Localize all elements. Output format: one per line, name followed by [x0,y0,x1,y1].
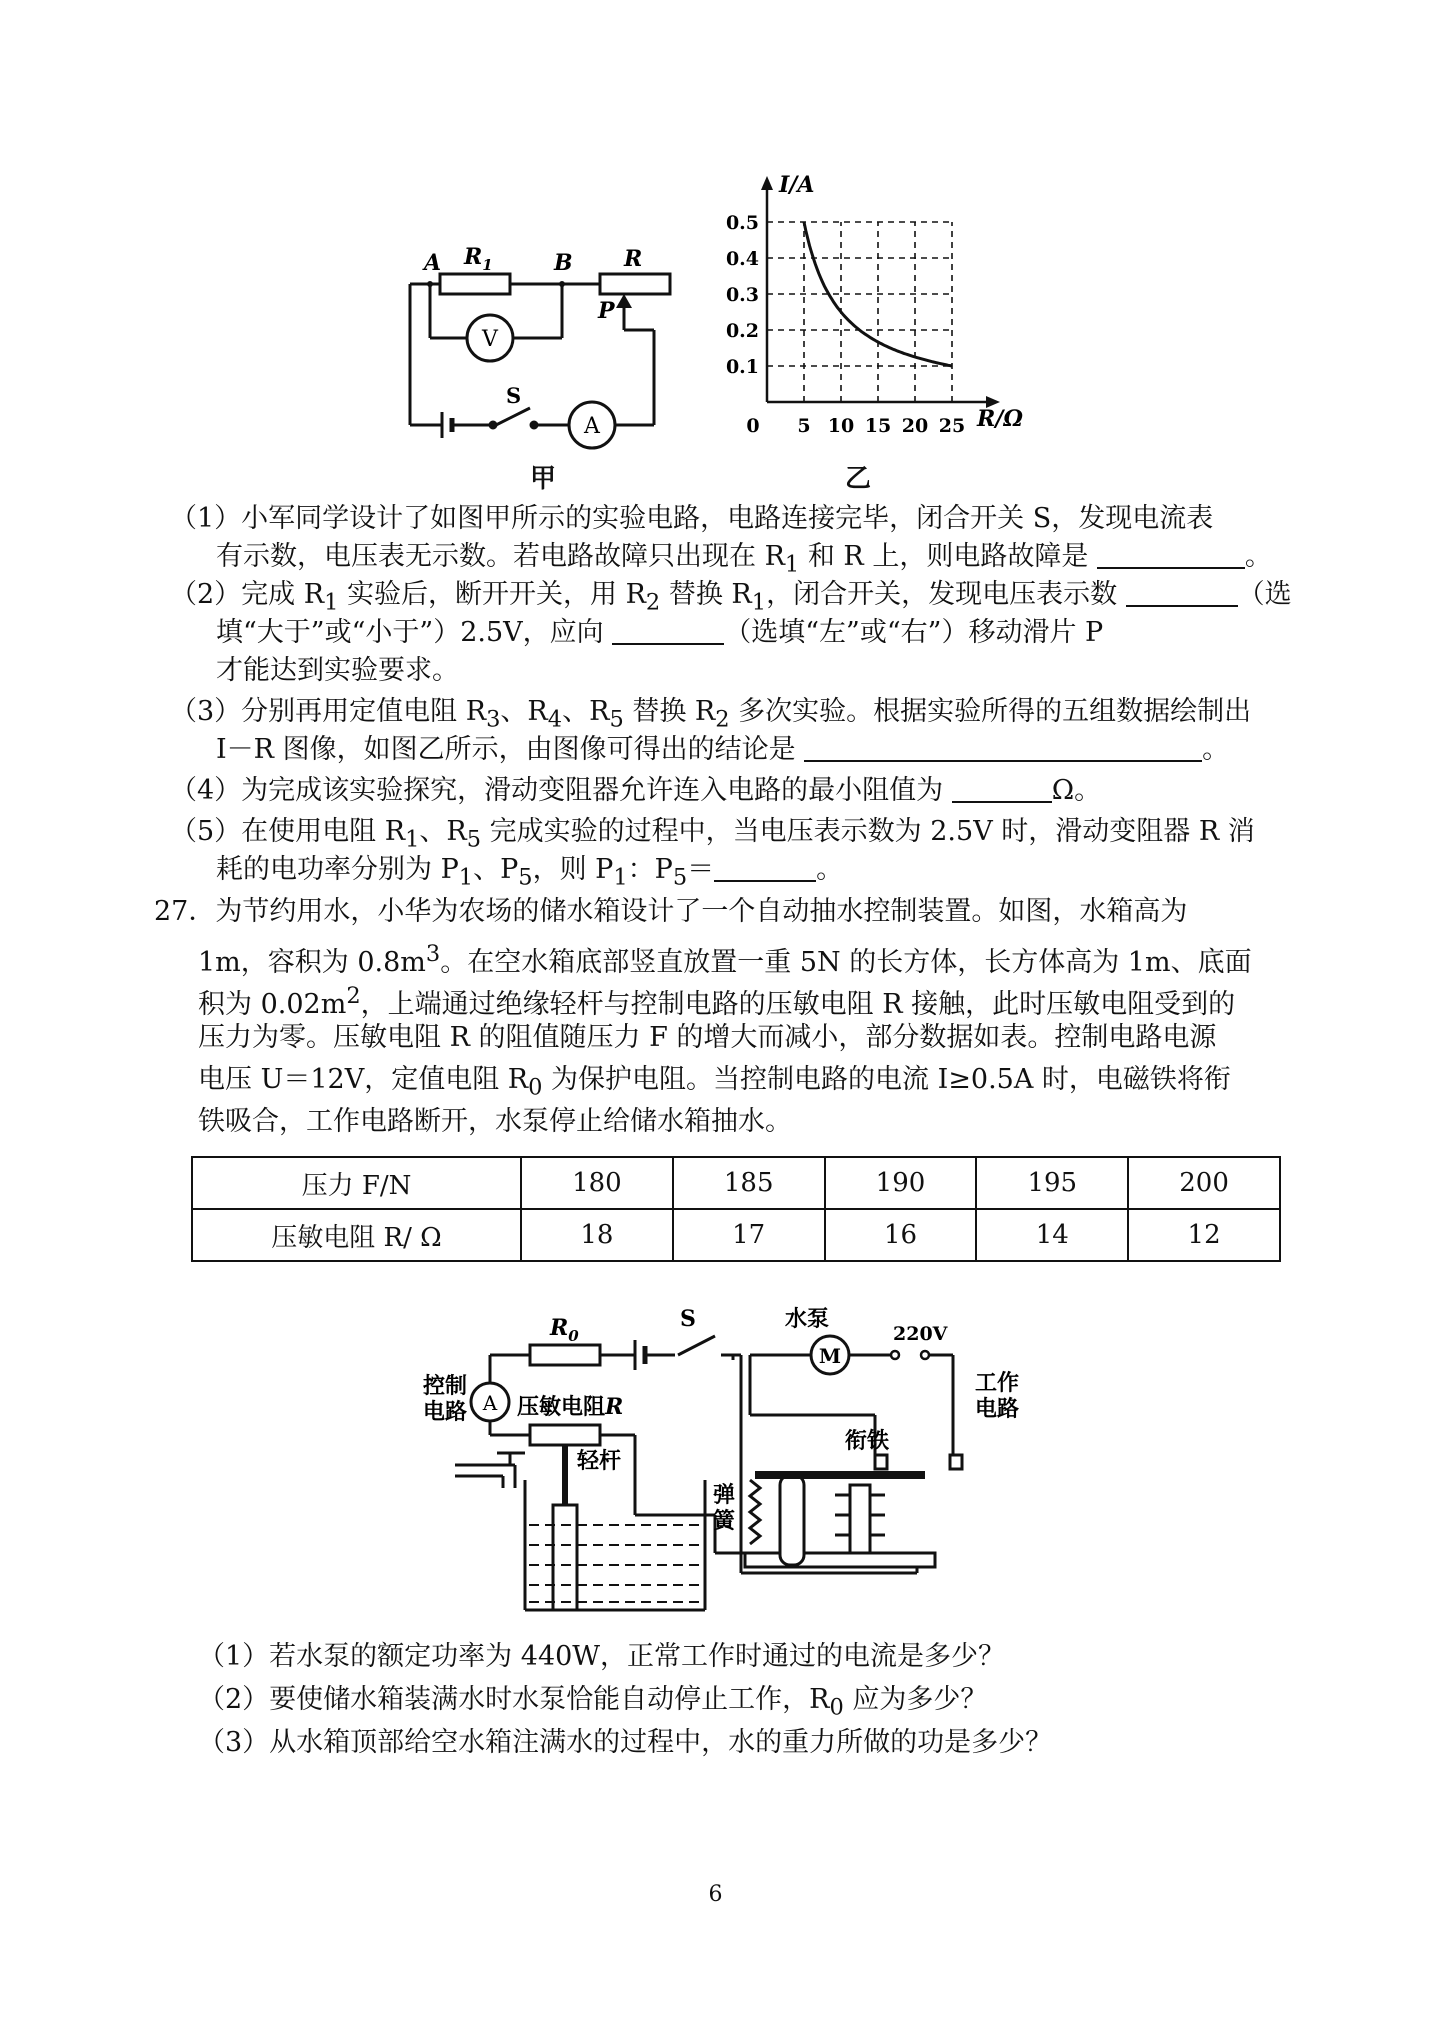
y-tick-label: 0.1 [725,356,759,378]
caption-yi: 乙 [845,464,872,494]
table-cell: 180 [521,1157,673,1209]
x-tick-label: 10 [827,415,855,437]
y-tick-label: 0.3 [725,284,759,306]
table-cell: 12 [1128,1209,1280,1261]
q26-line-2: 有示数，电压表无示数。若电路故障只出现在 $R_1$ 和 R 上，则电路故障是 。 [216,541,1272,578]
table-row [192,1209,1280,1261]
label-spring: 弹簧 [713,1483,736,1534]
label-P: P [598,298,615,324]
table-row [192,1157,1280,1209]
y-axis-arrow [761,176,773,190]
table-header-resistance: 压敏电阻 R/ Ω [192,1209,521,1261]
q26-line-9: （5）在使用电阻 $R_1$、$R_5$ 完成实验的过程中，当电压表示数为 2.5V 时，滑动变阻器 R 消 [170,816,1255,853]
table-cell: 190 [825,1157,977,1209]
x-tick-label: 0 [746,415,760,437]
q26-line-3: （2）完成 $R_1$ 实验后，断开开关，用 $R_2$ 替换 $R_1$，闭合开关，发现电压表示数 （选 [170,579,1292,616]
q27-line-5: 电压 U＝12V，定值电阻 $R_0$ 为保护电阻。当控制电路的电流 I≥0.5A 时，电磁铁将衔 [198,1064,1231,1101]
x-tick-label: 5 [797,415,811,437]
caption-jia: 甲 [530,464,557,494]
ammeter-symbol: A [584,414,600,439]
i-r-graph [715,170,1045,480]
label-pump: 水泵 [785,1307,830,1332]
label-A: A [424,250,442,276]
page-number: 6 [708,1882,723,1907]
table-cell: 18 [521,1209,673,1261]
label-control-circuit: 控制电路 [423,1374,468,1425]
q26-line-1: （1）小军同学设计了如图甲所示的实验电路，电路连接完毕，闭合开关 S，发现电流表 [170,503,1214,534]
q26-line-10: 耗的电功率分别为 $P_1$、$P_5$，则 $P_1$：$P_5=$ 。 [216,854,844,891]
q27-line-4: 压力为零。压敏电阻 R 的阻值随压力 F 的增大而减小，部分数据如表。控制电路电源 [198,1022,1217,1053]
q27-sub-3: （3）从水箱顶部给空水箱注满水的过程中，水的重力所做的功是多少？ [198,1727,1053,1758]
auto-pump-control-diagram [405,1290,1085,1630]
x-axis-label: R/Ω [977,406,1023,432]
circuit-diagram-jia [390,240,690,490]
x-tick-label: 15 [864,415,892,437]
q27-line-2: 1m，容积为 $0.8m^3$。在空水箱底部竖直放置一重 5N 的长方体，长方体高为 1m、底面 [198,941,1252,978]
q27-line-1: 27．为节约用水，小华为农场的储水箱设计了一个自动抽水控制装置。如图，水箱高为 [154,896,1188,927]
q26-line-8: （4）为完成该实验探究，滑动变阻器允许连入电路的最小阻值为 Ω。 [170,775,1102,806]
label-S: S [506,383,522,408]
label-B: B [554,250,573,276]
pressure-resistance-table [191,1156,1281,1262]
q27-sub-2: （2）要使储水箱装满水时水泵恰能自动停止工作，$R_0$ 应为多少？ [198,1684,988,1721]
table-cell: 185 [673,1157,825,1209]
table-cell: 195 [976,1157,1128,1209]
table-cell: 17 [673,1209,825,1261]
x-tick-label: 20 [901,415,929,437]
x-tick-label: 25 [938,415,966,437]
table-cell: 200 [1128,1157,1280,1209]
y-tick-label: 0.5 [725,212,759,234]
table-cell: 16 [825,1209,977,1261]
q27-line-6: 铁吸合，工作电路断开，水泵停止给储水箱抽水。 [198,1106,792,1137]
q27-sub-1: （1）若水泵的额定功率为 440W，正常工作时通过的电流是多少？ [198,1641,1006,1672]
label-work-circuit: 工作电路 [975,1371,1020,1422]
label-rod: 轻杆 [577,1449,622,1474]
label-R1: $R_1$ [464,244,493,274]
voltmeter-symbol: V [482,327,498,352]
q26-line-7: I－R 图像，如图乙所示，由图像可得出的结论是 。 [216,734,1230,765]
label-S2: S [680,1306,696,1332]
q26-line-5: 才能达到实验要求。 [216,655,459,686]
motor-symbol: M [818,1344,842,1368]
y-axis-label: I/A [779,172,815,198]
y-tick-label: 0.4 [725,248,759,270]
ammeter-symbol-2: A [482,1391,498,1415]
label-R0: $R_0$ [550,1315,579,1345]
q27-line-3: 积为 $0.02m^2$，上端通过绝缘轻杆与控制电路的压敏电阻 R 接触，此时压敏电阻受到的 [198,983,1236,1020]
q26-line-6: （3）分别再用定值电阻 $R_3$、$R_4$、$R_5$ 替换 $R_2$ 多次实验。根据实验所得的五组数据绘制出 [170,696,1252,733]
label-sensor: 压敏电阻R [517,1394,624,1420]
table-cell: 14 [976,1209,1128,1261]
label-220v: 220V [893,1323,948,1345]
y-tick-label: 0.2 [725,320,759,342]
label-R: R [624,246,643,272]
q26-line-4: 填“大于”或“小于”）2.5V，应向 （选填“左”或“右”）移动滑片 P [216,617,1104,648]
label-armature: 衔铁 [845,1429,890,1454]
table-header-pressure: 压力 F/N [192,1157,521,1209]
